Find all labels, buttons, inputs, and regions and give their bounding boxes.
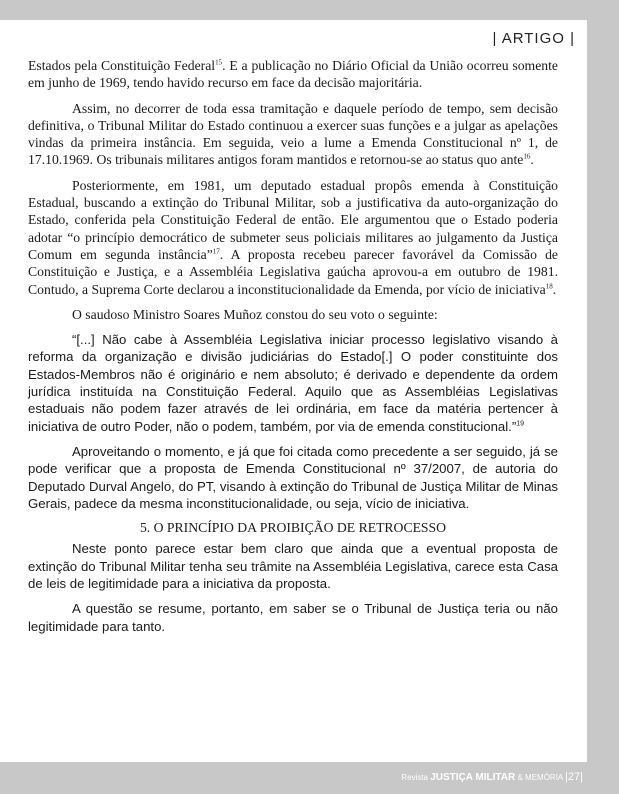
paragraph-text: . A proposta recebeu parecer favorável da Comissão de Constituição e Justiça, e a Assembléia Legislativa gaúcha aprovou-a em outubro de 1981. Contudo, a Suprema Corte declarou a inconstitucionalidade da Emenda, por vício de iniciativa [28, 246, 558, 297]
paragraph-text: O saudoso Ministro Soares Muñoz constou do seu voto o seguinte: [72, 306, 438, 322]
footnote-ref[interactable]: 16 [523, 152, 531, 161]
paragraph-2 [28, 100, 558, 169]
section-heading: 5. O PRINCÍPIO DA PROIBIÇÃO DE RETROCESSO [139, 520, 447, 536]
paragraph-text: Posteriormente, em 1981, um deputado estadual propôs emenda à Constituição Estadual, buscando a extinção do Tribunal Militar, sob a justificativa da auto-organização do Estado, conferida pela Constituição Federal de então. Ele argumentou que o Estado poderia adotar “o princípio democrático de submeter seus policiais militares ao julgamento da Justiça Comum em segunda instância” [28, 177, 558, 262]
quote-text: “[...] Não cabe à Assembléia Legislativa iniciar processo legislativo visando à reforma da organização e divisão judiciárias do Estado[.] O poder constituinte dos Estados-Membros não é originário e nem absoluto; é derivado e dependente da ordem jurídica instituída na Constituição Federal. Aquilo que as Assembléias Legislativas estaduais não podem fazer através de lei ordinária, em face da matéria pertencer à iniciativa de outro Poder, não o podem, também, por via de emenda constitucional.” [28, 332, 558, 434]
section-label: | ARTIGO | [492, 30, 575, 47]
paragraph-text: . [530, 152, 534, 168]
page-right-border [587, 0, 619, 794]
footnote-ref[interactable]: 18 [545, 282, 553, 290]
paragraph-1 [28, 57, 558, 92]
footnote-ref[interactable]: 19 [516, 420, 525, 428]
paragraph-6 [28, 540, 558, 592]
footer-suffix: MEMÓRIA [525, 773, 563, 782]
footnote-ref[interactable]: 17 [212, 247, 220, 256]
footer-brand: JUSTIÇA MILITAR [430, 772, 516, 783]
paragraph-5 [28, 443, 558, 512]
paragraph-7 [28, 600, 558, 635]
paragraph-text: Aproveitando o momento, e já que foi citada como precedente a ser seguido, já se pode verificar que a proposta de Emenda Constitucional nº 37/2007, de autoria do Deputado Durval Angelo, do PT, visando à extinção do Tribunal de Justiça Militar de Minas Gerais, padece da mesma inconstitucionalidade, ou seja, vício de iniciativa. [28, 443, 558, 511]
paragraph-text: . [552, 281, 557, 297]
paragraph-text: Assim, no decorrer de toda essa tramitação e daquele período de tempo, sem decisão definitiva, o Tribunal Militar do Estado continuou a exercer suas funções e a julgar as apelações vindas da primeira instância. Em seguida, veio a lume a Emenda Constitucional nº 1, de 17.10.1969. Os tribunais militares antigos foram mantidos e retornou-se ao status quo ante [28, 100, 558, 168]
article-body [28, 57, 558, 635]
block-quote [28, 331, 558, 435]
footer-amp: & [517, 773, 523, 782]
footer-prefix: Revista [401, 773, 428, 782]
page-number: |27| [565, 771, 583, 783]
paragraph-text: Estados pela Constituição Federal [28, 58, 216, 73]
page-top-border [0, 0, 619, 20]
paragraph-4 [28, 306, 558, 323]
footnote-ref[interactable]: 15 [215, 58, 223, 67]
paragraph-text: Neste ponto parece estar bem claro que ainda que a eventual proposta de extinção do Tribunal Militar tenha seu trâmite na Assembléia Legislativa, carece esta Casa de leis de legitimidade para a iniciativa da proposta. [28, 541, 558, 592]
paragraph-3 [28, 177, 558, 298]
paragraph-text: . E a publicação no Diário Oficial da União ocorreu somente em junho de 1969, tendo havido recurso em face da decisão majoritária. [28, 58, 558, 91]
paragraph-text: A questão se resume, portanto, em saber se o Tribunal de Justiça teria ou não legitimidade para tanto. [28, 601, 558, 634]
page-footer [401, 771, 583, 783]
